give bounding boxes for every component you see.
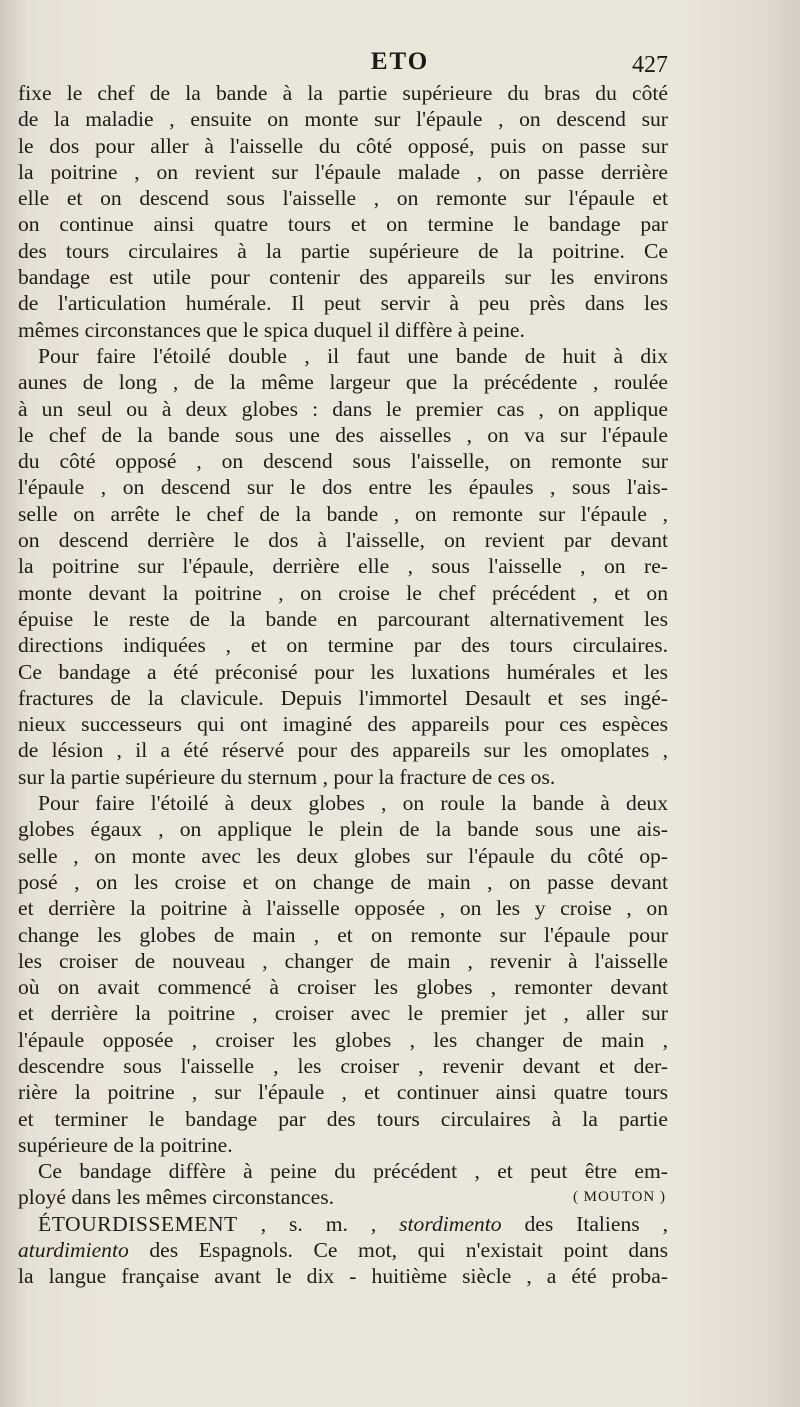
text-line: Pour faire l'étoilé à deux globes , on roule la bande à deux [38,791,668,816]
entry-grammar: , s. m. , [260,1211,377,1236]
entry-line-2-rest: des Espagnols. Ce mot, qui n'existait point dans [149,1238,668,1263]
text-line: bandage est utile pour contenir des appareils sur les environs [18,265,668,290]
page-header [0,48,800,82]
text-line: fixe le chef de la bande à la partie supérieure du bras du côté [18,81,668,105]
text-line: mêmes circonstances que le spica duquel il diffère à peine. [18,317,525,342]
text-line: épuise le reste de la bande en parcourant alternativement les [18,606,668,631]
text-line: et derrière la poitrine , croiser avec le premier jet , aller sur [18,1001,668,1026]
text-line: change les globes de main , et on remonte sur l'épaule pour [18,922,668,947]
text-line: et terminer le bandage par des tours circulaires à la partie [18,1106,668,1131]
text-line: du côté opposé , on descend sous l'aisselle, on remonte sur [18,449,668,474]
text-line: de l'articulation humérale. Il peut servir à peu près dans les [18,291,668,316]
text-line: rière la poitrine , sur l'épaule , et continuer ainsi quatre tours [18,1080,668,1105]
entry-italian-rest: des Italiens , [524,1211,668,1236]
text-line: nieux successeurs qui ont imaginé des appareils pour ces espèces [18,712,668,737]
text-line: elle et on descend sous l'aisselle , on remonte sur l'épaule et [18,186,668,211]
text-line: on descend derrière le dos à l'aisselle, on revient par devant [18,528,668,553]
body-text [18,80,668,1290]
text-line: supérieure de la poitrine. [18,1132,233,1157]
text-line: monte devant la poitrine , on croise le chef précédent , et on [18,580,668,605]
entry-line-1 [18,1211,668,1237]
text-line: les croiser de nouveau , changer de main , revenir à l'aisselle [18,948,668,973]
text-line: selle , on monte avec les deux globes sur l'épaule du côté op- [18,843,668,868]
text-line: sur la partie supérieure du sternum , pour la fracture de ces os. [18,764,556,789]
page-number: 427 [632,52,668,78]
text-line: de lésion , il a été réservé pour des appareils sur les omoplates , [18,738,668,763]
text-line: descendre sous l'aisselle , les croiser , revenir devant et der- [18,1053,668,1078]
text-line: directions indiquées , et on termine par des tours circulaires. [18,633,668,658]
text-line: l'épaule opposée , croiser les globes , les changer de main , [18,1027,668,1052]
text-line: le chef de la bande sous une des aisselles , on va sur l'épaule [18,422,668,447]
text-line [18,1184,668,1210]
entry-headword: ÉTOURDISSEMENT [38,1211,238,1236]
text-line: on continue ainsi quatre tours et on termine le bandage par [18,212,668,237]
text-line: fractures de la clavicule. Depuis l'immortel Desault et ses ingé- [18,685,668,710]
text-line: des tours circulaires à la partie supérieure de la poitrine. Ce [18,238,668,263]
text-line: l'épaule , on descend sur le dos entre les épaules , sous l'ais- [18,475,668,500]
author-signature: ( MOUTON ) [572,1189,666,1206]
text-line: posé , on les croise et on change de main , on passe devant [18,869,668,894]
text-line-content: ployé dans les mêmes circonstances. [18,1185,335,1210]
entry-line-2 [18,1237,668,1263]
text-line: globes égaux , on applique le plein de la bande sous une ais- [18,817,668,842]
running-head: ETO [370,48,430,75]
text-line: où on avait commencé à croiser les globes , remonter devant [18,975,668,1000]
text-line: le dos pour aller à l'aisselle du côté opposé, puis on passe sur [18,133,668,158]
entry-line-3: la langue française avant le dix - huitième siècle , a été proba- [18,1264,668,1289]
text-line: de la maladie , ensuite on monte sur l'épaule , on descend sur [18,107,668,132]
entry-italian-term: stordimento [399,1211,502,1236]
text-line: à un seul ou à deux globes : dans le premier cas , on applique [18,396,668,421]
entry-spanish-term: aturdimiento [18,1238,129,1263]
text-line: selle on arrête le chef de la bande , on remonte sur l'épaule , [18,501,668,526]
text-line: la poitrine , on revient sur l'épaule malade , on passe derrière [18,159,668,184]
text-line: la poitrine sur l'épaule, derrière elle , sous l'aisselle , on re- [18,554,668,579]
text-line: et derrière la poitrine à l'aisselle opposée , on les y croise , on [18,896,668,921]
text-line: aunes de long , de la même largeur que la précédente , roulée [18,370,668,395]
text-line: Ce bandage a été préconisé pour les luxations humérales et les [18,659,668,684]
text-line: Ce bandage diffère à peine du précédent , et peut être em- [38,1159,668,1184]
text-line: Pour faire l'étoilé double , il faut une bande de huit à dix [38,343,668,368]
